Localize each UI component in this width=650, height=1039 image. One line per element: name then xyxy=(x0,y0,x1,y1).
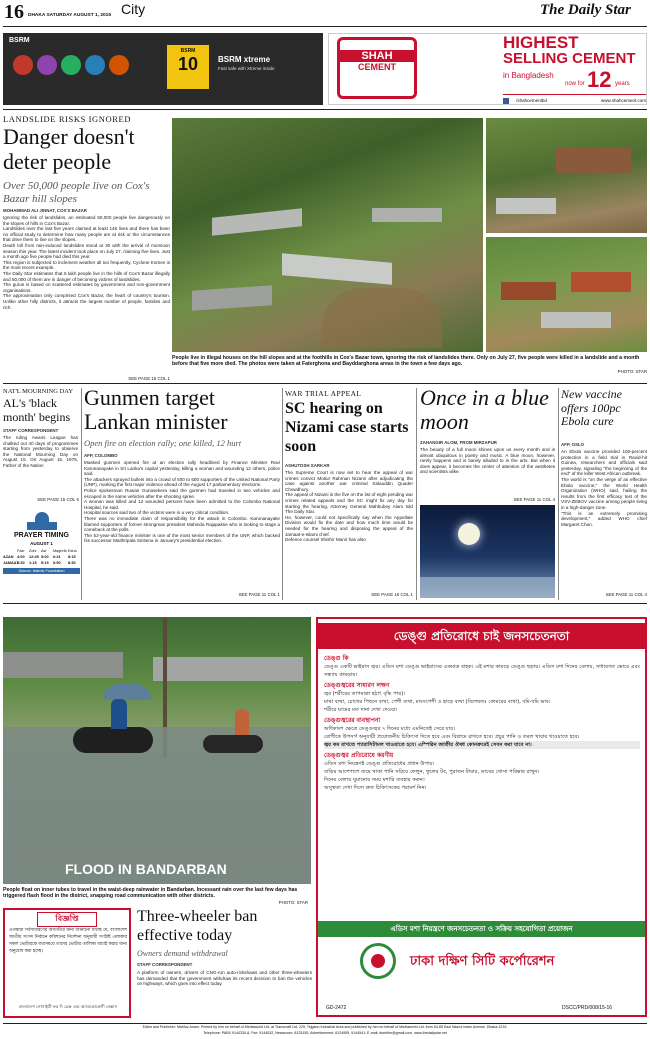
moon-icon xyxy=(458,523,480,545)
house-roof xyxy=(192,285,272,311)
dengue-line: এডিস মশা নিয়ন্ত্রণই ডেঙ্গু প্রতিরোধের প্রধান উপায়। xyxy=(324,761,435,767)
lead-photo-bottom-right xyxy=(486,237,647,352)
gunmen-paragraph: A woman was killed and 12 wounded persons have been admitted to the Colombo National Hospital, he said. xyxy=(84,499,280,510)
lead-paragraph: Death toll from rain-induced landslides stood at 30 with the arrival of monsoon season this year. The latest incident took place on July 27, claiming five lives. Just a month ago five people had died this year. xyxy=(3,242,170,260)
dscc-seal-icon xyxy=(360,943,396,979)
bsrm-icon-5 xyxy=(109,55,129,75)
lead-paragraph: The approximation only comprised Cox's Bazar, the heart of country's tourism. Unlike other hilly districts, it attracts the largest number of people, families and rich. xyxy=(3,293,170,310)
prayer-time: 5:15 xyxy=(41,561,49,565)
lead-photo-main xyxy=(172,118,483,352)
gunmen-paragraph: Masked gunmen opened fire at an election rally headlined by Finance Minister Ravi Karunanayake in Sri Lanka's capital yesterday, killing a woman and wounding 12 others, police said. xyxy=(84,460,280,477)
nizami-jump[interactable]: SEE PAGE 15 COL 1 xyxy=(371,592,413,597)
dengue-line: জ্বর কম রাখতে প্যারাসিটামল খাওয়াতে হবে। এস্পিরিন জাতীয় ঔষধ কোনক্রমেই সেবন করা যাবে না। xyxy=(324,741,640,749)
shah-facebook[interactable]: /shahcementbd xyxy=(516,98,547,103)
dengue-section-heading: ডেঙ্গুজ্বরের ব্যবস্থাপনা xyxy=(324,717,381,724)
prayer-header: Zohr xyxy=(29,549,37,553)
gunmen-paragraph: Police spokesman Ruwan Gunasekera said the gunmen had traveled in two vehicles and escaped in the same vehicles after the shooting spree. xyxy=(84,487,280,499)
notice-title: বিজ্ঞপ্তি xyxy=(37,912,97,927)
flood-credit: PHOTO: STAR xyxy=(278,900,308,905)
dengue-line: রোগীকে উপসর্গ অনুযায়ী প্রয়োজনীয় চিকিৎসা দিতে হবে এবং বিশ্রামে রাখতে হবে। প্রচুর পানি ও তরল খাবার খাওয়াতে হবে। xyxy=(324,734,580,740)
dengue-section xyxy=(324,717,640,749)
house-roof xyxy=(501,282,556,300)
bsrm-icon-1 xyxy=(13,55,33,75)
ebola-paragraph: "This is an extremely promising development," added WHO chief Margaret Chan. xyxy=(561,510,647,527)
prayer-time: 4:00 xyxy=(17,555,25,559)
house-roof xyxy=(282,253,392,285)
prayer-header: Asr xyxy=(41,549,47,553)
inner-tube xyxy=(73,727,153,753)
bsrm-tag-num: 10 xyxy=(177,54,199,74)
ebola-paragraph: An Ebola vaccine provided 100-percent protection in a field trial in Ravid-hit Guinea, researchers and officials said yesterday, signaling "the beginning of the end" of the killer West African outbreak. xyxy=(561,449,647,477)
gunmen-deck: Open fire on election rally; one killed, 12 hurt xyxy=(84,438,242,448)
nizami-paragraph: Defence counsel Shishir Manir has also xyxy=(285,537,366,543)
inner-tube xyxy=(203,735,263,753)
nizami-paragraph: He, however, could not specifically say when the Appellate Division would fix the date and how much time would be needed for the hearing and disposing the appeal of the Jamaat-e-Islami chief. xyxy=(285,514,413,537)
prayer-title: PRAYER TIMING xyxy=(14,532,69,539)
paper-logo: The Daily Star xyxy=(540,2,631,18)
gunmen-paragraph: Hospital sources said two of the victims were in a very critical condition. xyxy=(84,510,230,516)
house-roof xyxy=(372,208,442,222)
dengue-line: জ্বর (শরীরের তাপমাত্রা হঠাৎ বৃদ্ধি পায়)। xyxy=(324,691,406,697)
flood-photo xyxy=(3,617,311,884)
masthead xyxy=(0,0,650,26)
dengue-banner: এডিস মশা নিয়ন্ত্রণে জনসচেতনতা ও সক্রিয় সহযোগিতা প্রয়োজন xyxy=(318,921,645,937)
shah-years: years xyxy=(615,81,630,87)
house-roof xyxy=(153,657,303,681)
threewheeler-deck: Owners demand withdrawal xyxy=(137,949,228,958)
prayer-time: 8:15 xyxy=(68,555,76,559)
dengue-line: শরীরে ঘামের মত দানা দেখা দেওয়া। xyxy=(324,707,398,713)
mourning-byline: STAFF CORRESPONDENT xyxy=(3,428,59,433)
shah-headline-1: HIGHEST xyxy=(503,33,579,52)
ebola-jump[interactable]: SEE PAGE 11 COL 4 xyxy=(605,592,647,597)
dengue-line: বাড়ির আশেপাশে জমে থাকা পানি সরিয়ে ফেলুন, ফুলের টব, পুরাতন টায়ার, ডাবের খোসা পরিষ্কার রাখুন। xyxy=(324,769,540,775)
shah-years-number: 12 xyxy=(587,67,612,92)
prayer-table xyxy=(3,548,80,574)
nizami-kicker: WAR TRIAL APPEAL xyxy=(285,389,362,398)
shah-line-3: in Bangladesh xyxy=(503,71,554,80)
col-divider xyxy=(416,388,417,600)
mosque-icon xyxy=(27,512,57,530)
shah-logo xyxy=(337,37,417,99)
gunmen-headline: Gunmen target Lankan minister xyxy=(84,385,228,434)
gunmen-byline: AFP, COLOMBO xyxy=(84,453,118,458)
dengue-line: ডেঙ্গু একটি ভাইরাস জ্বর। এডিস মশা ডেঙ্গু ভাইরাসের একমাত্র বাহক। এই মশার কামড়ে ডেঙ্গু ছড়ায়। এডিস মশা দিনের বেলায়, সাধারণত ভোরে এবং সন্ধ্যায় কামড়ায়। xyxy=(324,664,640,678)
shah-now-for: now for xyxy=(565,81,585,87)
gunmen-body xyxy=(84,460,280,585)
seal-core xyxy=(371,954,385,968)
prayer-timing xyxy=(3,510,80,600)
lead-paragraph: This region is subjected to inclement weather all too frequently. Cyclone Komen is the most recent example. xyxy=(3,259,170,271)
threewheeler-headline: Three-wheeler ban effective today xyxy=(137,908,258,944)
prayer-row-label: AZAN xyxy=(3,555,14,559)
gunmen-paragraph: There was no immediate claim of responsibility for the attack in Colombo. Karunanayake blamed supporters of former strongman president Mahinda Rajapakse who is looking to stage a comeback at the polls. xyxy=(84,515,280,533)
nizami-headline: SC hearing on Nizami case starts soon xyxy=(285,400,409,455)
umbrella xyxy=(103,684,151,700)
house-roof xyxy=(571,272,631,292)
dengue-org: ঢাকা দক্ষিণ সিটি কর্পোরেশন xyxy=(410,954,555,969)
footer-rule xyxy=(3,1023,647,1024)
dengue-code-right: DSCC/PRD/008/15-16 xyxy=(562,1005,613,1011)
dengue-sections xyxy=(324,655,640,792)
notice-ad[interactable] xyxy=(3,908,131,1018)
hill-slope xyxy=(322,288,442,348)
nizami-paragraph: The Supreme Court is now set to hear the appeal of war crimes convict Motiur Rahman Nizami after adjudicating the case against another war criminal Salauddin Quader Chowdhury. xyxy=(285,470,413,492)
bluemoon-headline: Once in a blue moon xyxy=(420,385,549,434)
nizami-byline: ASHUTOSH SARKAR xyxy=(285,463,330,468)
footer-imprint-2: Telephone: PABX 9144330-8, Fax: 9144532, Newsroom: 8125155, Advertisement: 8124955, 9144541; E-mail: dseditor@gmail.com, www.thedailystar.net xyxy=(203,1031,447,1035)
dengue-section xyxy=(324,682,640,714)
prayer-time: 12:45 xyxy=(29,555,39,559)
house-roof xyxy=(3,652,123,678)
dengue-ad[interactable] xyxy=(316,617,647,1017)
facebook-icon xyxy=(503,98,509,104)
col-divider xyxy=(558,388,559,600)
gunmen-jump[interactable]: SEE PAGE 11 COL 1 xyxy=(238,592,280,597)
ads-rule xyxy=(3,109,647,110)
prayer-row-label: JAMAAT xyxy=(3,561,19,565)
dengue-line: অসুস্থতা দেখা দিলে দ্রুত চিকিৎসকের পরামর্শ নিন। xyxy=(324,785,427,791)
dengue-section-heading: ডেঙ্গু কি xyxy=(324,655,349,662)
prayer-time: 5:00 xyxy=(41,555,49,559)
ebola-headline: New vaccine offers 100pc Ebola cure xyxy=(561,387,622,428)
nizami-body xyxy=(285,470,413,586)
threewheeler-text: A platform of owners, drivers of CNG-run auto-rickshaws and other three-wheelers has demanded that the government withdraw its recent decision to ban the vehicles on highways, which goes into effect today. xyxy=(137,970,312,987)
mourning-jump[interactable]: SEE PAGE 15 COL 5 xyxy=(37,497,79,502)
bsrm-slogan: Fast safe with Xtreme inside xyxy=(218,66,275,71)
ebola-byline: AFP, OSLO xyxy=(561,442,585,447)
lead-photo-caption: People live in illegal houses on the hill slopes and at the foothills in Cox's Bazar town, ignoring the risk of landslides there. Only on July 27, five people were killed in a landslide and a month before that five more died. The photos were taken at Faterghona and Bayddarghona areas in the town a few days ago. xyxy=(172,355,640,368)
col-divider xyxy=(81,388,82,600)
flood-caption: People float on inner tubes to travel in the waist-deep rainwater in Bandarban. Incessant rain over the last few days has triggered flash flood in the district, snapping road communication with other districts. xyxy=(3,887,298,900)
page-number: 16 xyxy=(4,1,24,23)
prayer-time: 4:30 xyxy=(17,561,25,565)
prayer-header: Esha xyxy=(68,549,77,553)
dengue-line: দিনের বেলায় ঘুমানোর সময় মশারি ব্যবহার করুন। xyxy=(324,777,425,783)
shah-cement-ad[interactable] xyxy=(328,33,647,105)
section-name: City xyxy=(121,1,146,17)
ebola-paragraph: The world is "on the verge of an effective Ebola vaccine," the World Health Organization (WHO) said, hailing the results from the first efficacy test of the VSV-ZEBOV vaccine among people living in a high-danger zone. xyxy=(561,476,647,510)
mourning-kicker: NAT'L MOURNING DAY xyxy=(3,388,74,395)
shah-brand-top: SHAH xyxy=(340,50,414,62)
dengue-line: মাথা ব্যথা, চোখের পিছনে ব্যথা, পেশী ব্যথা, মাংসপেশী ও হাড়ে ব্যথা (বিশেষতঃ কোমরের ব্যথা), বমি-বমি ভাব। xyxy=(324,699,551,705)
lead-kicker: LANDSLIDE RISKS IGNORED xyxy=(3,114,132,124)
lead-paragraph: Landslides over the last five years claimed at least 148 lives and there has been no official study to determine how many people are at risk or the circumstances that drive them to live on the slopes. xyxy=(3,226,170,243)
mourning-headline: AL's 'black month' begins xyxy=(3,396,71,424)
bsrm-icon-row xyxy=(13,55,133,77)
mosque-base xyxy=(27,522,57,530)
house-roof xyxy=(556,148,631,173)
lead-headline: Danger doesn't deter people xyxy=(3,124,135,174)
prayer-source: Source: Islamic Foundation xyxy=(3,568,80,574)
lead-photo-top-right xyxy=(486,118,647,233)
house-roof xyxy=(496,198,556,214)
footer-imprint-1: Editor and Publisher: Mahfuz Anam. Printed by him on behalf of Mediaworld Ltd. at Transcraft Ltd, 229, Tejgaon Industrial Area and published by him on behalf of Mediaworld Ltd. from 64-65 Kazi Nazrul Islam Avenue, Dhaka-1215. xyxy=(142,1025,508,1029)
bsrm-ad[interactable] xyxy=(3,33,323,105)
prayer-row-jamaat xyxy=(3,560,80,566)
lead-body xyxy=(3,215,170,375)
bluemoon-byline: ZAHANGIR ALOM, FROM MIRZAPUR xyxy=(420,440,497,445)
lead-rule xyxy=(3,383,647,384)
prayer-time: 1:15 xyxy=(29,561,37,565)
col-divider xyxy=(282,388,283,600)
person xyxy=(111,699,127,729)
lead-byline: MOHAMMAD ALI JINNAT, COX'S BAZAR xyxy=(3,208,87,213)
middle-rule xyxy=(3,603,647,604)
lead-photo-credit: PHOTO: STAR xyxy=(617,369,647,374)
house-roof xyxy=(212,208,302,235)
dengue-code-left: GD-2472 xyxy=(326,1005,347,1011)
prayer-header: Fazr xyxy=(17,549,25,553)
bsrm-tag-top: BSRM xyxy=(180,48,196,54)
dengue-title: ডেঙ্গু প্রতিরোধে চাই জনসচেতনতা xyxy=(318,623,645,649)
dengue-line: অধিকাংশ ক্ষেত্রে ডেঙ্গুজ্বর ৭ দিনের মধ্যে এমনিতেই সেরে যায়। xyxy=(324,726,456,732)
dengue-section-heading: ডেঙ্গুজ্বর প্রতিরোধে করণীয় xyxy=(324,752,394,759)
bsrm-product: BSRM xtreme xyxy=(218,55,271,64)
prayer-time: 6:41 xyxy=(53,555,61,559)
notice-text: এতদ্বারা সর্বসাধারণের অবগতির জন্য জানানো যাচ্ছে যে, বাংলাদেশ জাতীয় সংসদ নির্বাচন কমিশনের নির্দেশনা অনুযায়ী সংশ্লিষ্ট এলাকার সকল ভোটারকে যথাসময়ে তাদের ভোটার তালিকা যাচাই করার জন্য অনুরোধ করা হচ্ছে। xyxy=(9,928,127,954)
shah-footer-bar xyxy=(503,94,647,105)
lead-jump[interactable]: SEE PAGE 15 COL 1 xyxy=(128,376,170,381)
shah-headline-2: SELLING CEMENT xyxy=(503,50,636,67)
prayer-header: Maghrib xyxy=(53,549,67,553)
bluemoon-text: The beauty of a full moon shines upon us every month and is almost ubiquitous in poetry and music. A blue moon, however, rarely happens and is barely alluded to in the arts. But when it does appear, it becomes the center of attention of the aesthetes and scientists alike. xyxy=(420,447,555,475)
lead-paragraph: The Daily Star estimates that 5 lakh people live in the hills of Cox's Bazar illegally and 50,000 of them are in danger of becoming victims of landslides. xyxy=(3,270,170,282)
dengue-section xyxy=(324,655,640,679)
bluemoon-jump[interactable]: SEE PAGE 11 COL 4 xyxy=(513,497,555,502)
bsrm-icon-2 xyxy=(37,55,57,75)
shah-brand-bottom: CEMENT xyxy=(358,62,396,72)
dengue-section-heading: ডেঙ্গুজ্বরের সাধারণ লক্ষণ xyxy=(324,682,390,689)
threewheeler-byline: STAFF CORRESPONDENT xyxy=(137,962,193,967)
blue-moon-photo xyxy=(420,505,555,598)
notice-footer: বাংলাদেশ সোসাইটি ফর দি চেঞ্জ এন্ড অ্যাডভোকেসী নেক্সাস xyxy=(18,1004,118,1009)
nizami-paragraph: The appeal of Nizami is the five on the list of eight pending war crimes related appeals and the SC might fix any day for starting the hearing, Attorney General Mahbubey Alam told The Daily Star. xyxy=(285,492,413,515)
dateline: DHAKA SATURDAY AUGUST 1, 2015 xyxy=(28,13,111,18)
house-roof xyxy=(541,312,611,328)
lead-paragraph: Ignoring the risk of landslides, an estimated 50,000 people live dangerously on the slopes of hills in Cox's Bazar. xyxy=(3,215,170,226)
bsrm-tag xyxy=(167,45,209,89)
prayer-date: AUGUST 1 xyxy=(30,541,53,546)
lead-paragraph: The gurus is based on scattered estimates by government and non-government organisations. xyxy=(3,282,170,293)
bsrm-logo: BSRM xyxy=(9,37,30,44)
bsrm-icon-4 xyxy=(85,55,105,75)
masthead-rule xyxy=(3,26,647,27)
mourning-text: The ruling Awami League has chalked out 40 days of programmes starting from yesterday to observe the National Mourning Day on August 15. On August 15, 1975, Father of the Nation xyxy=(3,435,78,468)
flood-overlay-title: FLOOD IN BANDARBAN xyxy=(65,861,227,877)
dengue-section xyxy=(324,752,640,792)
ebola-body xyxy=(561,449,647,589)
lead-deck: Over 50,000 people live on Cox's Bazar hill slopes xyxy=(3,180,150,205)
shah-website[interactable]: www.shahcement.com xyxy=(600,98,646,103)
bsrm-icon-3 xyxy=(61,55,81,75)
prayer-time: 8:30 xyxy=(68,561,76,565)
gunmen-paragraph: The 52-year-old finance minister is one of the most senior members of the UNP, which backed his successor Maithripala Sirisena in January's presidential election. xyxy=(84,532,280,544)
gunmen-paragraph: The attackers sprayed bullets into a crowd of 500 to 600 supporters of the United National Party (UNP), marking the first major violence ahead of the August 17 parliamentary elections. xyxy=(84,476,280,488)
prayer-time: 6:50 xyxy=(53,561,61,565)
horizon xyxy=(420,577,555,598)
